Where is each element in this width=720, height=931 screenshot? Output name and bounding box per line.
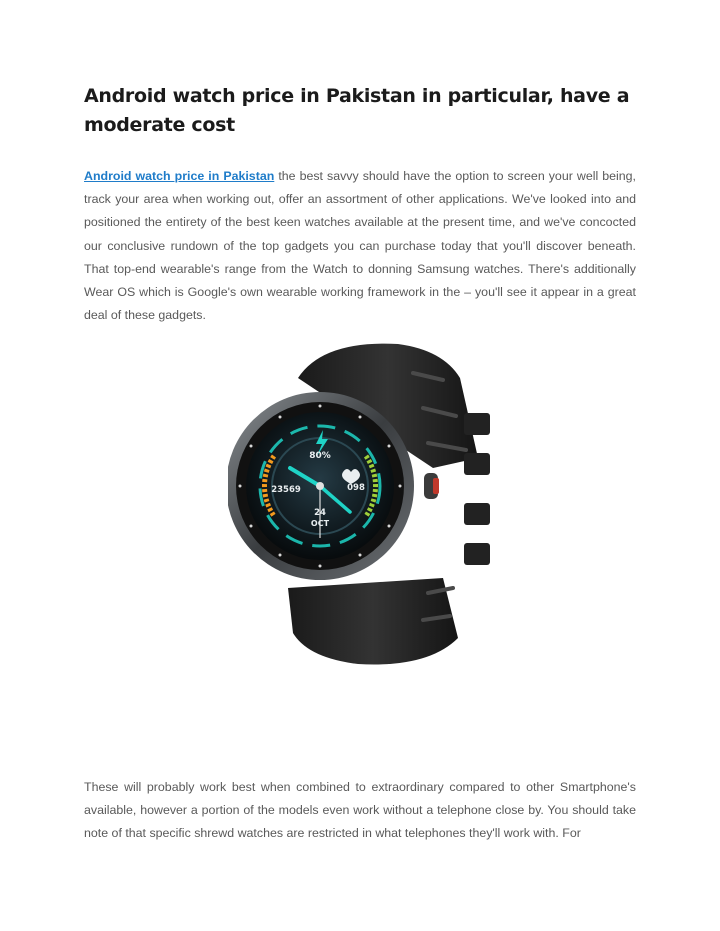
intro-paragraph — [84, 165, 636, 327]
second-paragraph: These will probably work best when combined to extraordinary compared to other Smartphone's available, however a portion of the models even work without a telephone close by. You should take note of that specific shrewd watches are restricted in what telephones they'll work with. For — [84, 780, 636, 841]
page-title: Android watch price in Pakistan in particular, have a moderate cost — [84, 85, 630, 136]
intro-text: the best savvy should have the option to screen your well being, track your area when working out, offer an assortment of other applications. We've looked into and positioned the entirety of the best keen watches available at the present time, and we've concocted our conclusive rundown of the top gadgets you can purchase today that you'll discover beneath. That top-end wearable's range from the Watch to donning Samsung watches. There's additionally Wear OS which is Google's own wearable working framework in the – you'll see it appear in a great deal of these gadgets. — [84, 169, 636, 323]
smartwatch-image — [228, 338, 498, 668]
battery-readout: 80% — [309, 451, 331, 461]
steps-readout: 23569 — [271, 485, 301, 495]
heart-rate-readout: 098 — [347, 483, 365, 493]
date-day: 24 — [314, 508, 326, 518]
date-month: OCT — [310, 519, 330, 528]
android-watch-price-link[interactable]: Android watch price in Pakistan — [84, 169, 275, 183]
